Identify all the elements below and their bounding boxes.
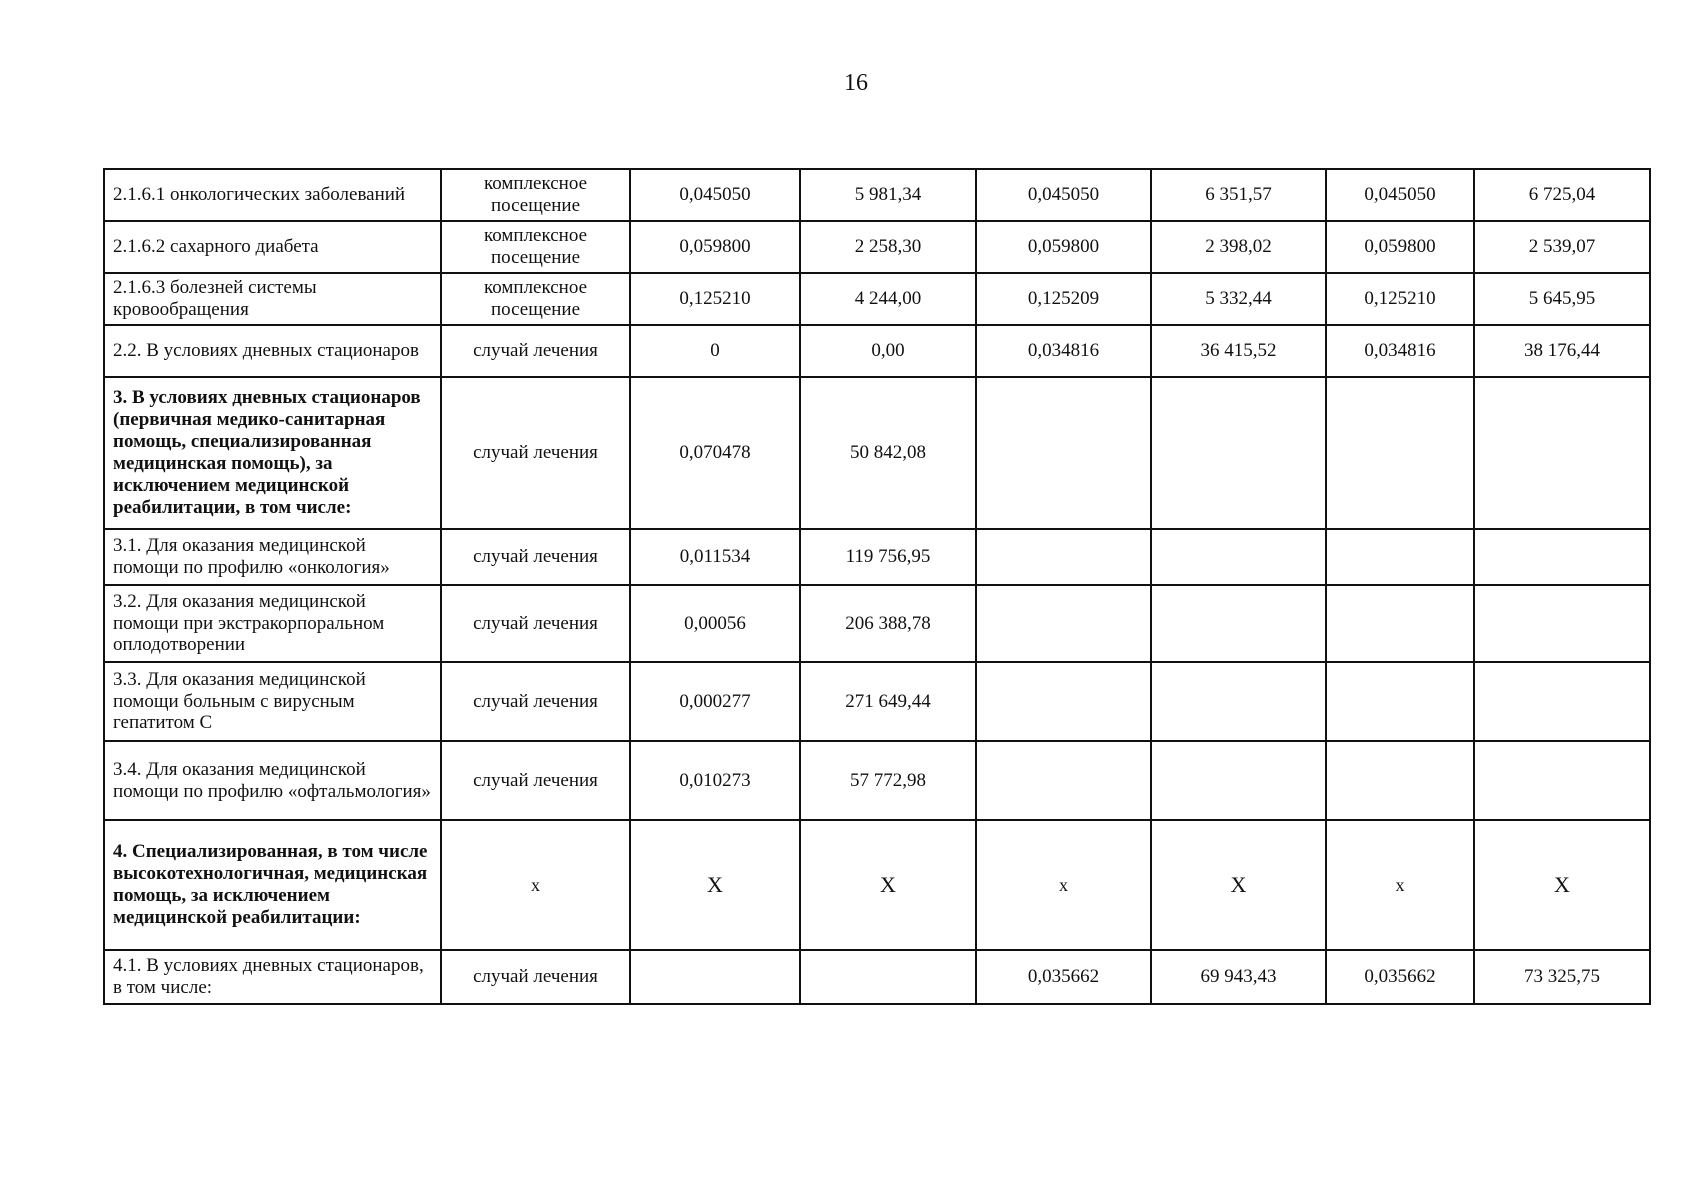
cell-value xyxy=(976,585,1151,662)
cell-value: 0,034816 xyxy=(976,325,1151,377)
table-row xyxy=(104,741,1650,820)
cell-value: х xyxy=(1326,820,1474,950)
row-unit: комплексное посещение xyxy=(441,169,630,221)
page-number: 16 xyxy=(844,70,868,96)
cell-value: 6 725,04 xyxy=(1474,169,1650,221)
cell-value xyxy=(1474,662,1650,741)
cell-value: 0,125210 xyxy=(1326,273,1474,325)
row-name: 4.1. В условиях дневных стационаров, в том числе: xyxy=(104,950,441,1004)
cell-value xyxy=(1326,662,1474,741)
cell-value: 36 415,52 xyxy=(1151,325,1326,377)
cell-value: 2 398,02 xyxy=(1151,221,1326,273)
cell-value: 2 539,07 xyxy=(1474,221,1650,273)
cell-value: 0,070478 xyxy=(630,377,800,529)
row-unit: случай лечения xyxy=(441,325,630,377)
row-name: 3.3. Для оказания медицинской помощи больным с вирусным гепатитом С xyxy=(104,662,441,741)
cell-value: 6 351,57 xyxy=(1151,169,1326,221)
cell-value: 5 332,44 xyxy=(1151,273,1326,325)
cell-value: 57 772,98 xyxy=(800,741,976,820)
cell-value xyxy=(976,377,1151,529)
row-unit: случай лечения xyxy=(441,529,630,585)
cell-value: Х xyxy=(800,820,976,950)
cell-value: 0,000277 xyxy=(630,662,800,741)
cell-value xyxy=(1151,529,1326,585)
cell-value: 119 756,95 xyxy=(800,529,976,585)
cell-value xyxy=(1474,377,1650,529)
row-name: 4. Специализированная, в том числе высокотехнологичная, медицинская помощь, за исключением медицинской реабилитации: xyxy=(104,820,441,950)
cell-value: 38 176,44 xyxy=(1474,325,1650,377)
row-name: 2.1.6.1 онкологических заболеваний xyxy=(104,169,441,221)
row-name: 3.2. Для оказания медицинской помощи при экстракорпоральном оплодотворении xyxy=(104,585,441,662)
cell-value: 0,045050 xyxy=(630,169,800,221)
cell-value: Х xyxy=(1151,820,1326,950)
cell-value: 5 981,34 xyxy=(800,169,976,221)
cell-value: 0,010273 xyxy=(630,741,800,820)
row-name: 3.4. Для оказания медицинской помощи по профилю «офтальмология» xyxy=(104,741,441,820)
cell-value xyxy=(800,950,976,1004)
cell-value: 0,125209 xyxy=(976,273,1151,325)
cell-value: 0,035662 xyxy=(1326,950,1474,1004)
cell-value xyxy=(1151,662,1326,741)
table-row xyxy=(104,662,1650,741)
cell-value: 0 xyxy=(630,325,800,377)
row-unit: случай лечения xyxy=(441,585,630,662)
cell-value: Х xyxy=(630,820,800,950)
row-unit: случай лечения xyxy=(441,662,630,741)
cell-value: 206 388,78 xyxy=(800,585,976,662)
cell-value: 4 244,00 xyxy=(800,273,976,325)
row-unit: комплексное посещение xyxy=(441,273,630,325)
cell-value xyxy=(1326,377,1474,529)
cell-value: 0,00056 xyxy=(630,585,800,662)
cell-value: 0,00 xyxy=(800,325,976,377)
cell-value xyxy=(976,529,1151,585)
row-name: 2.1.6.3 болезней системы кровообращения xyxy=(104,273,441,325)
table-row xyxy=(104,169,1650,221)
cell-value xyxy=(1474,585,1650,662)
row-unit: х xyxy=(441,820,630,950)
row-name: 2.2. В условиях дневных стационаров xyxy=(104,325,441,377)
cell-value: 0,045050 xyxy=(976,169,1151,221)
table-row xyxy=(104,221,1650,273)
table-row xyxy=(104,325,1650,377)
cell-value: 0,059800 xyxy=(976,221,1151,273)
row-unit: случай лечения xyxy=(441,741,630,820)
cell-value xyxy=(1474,529,1650,585)
cell-value xyxy=(1151,585,1326,662)
cell-value: 0,011534 xyxy=(630,529,800,585)
table-row xyxy=(104,585,1650,662)
cell-value: Х xyxy=(1474,820,1650,950)
row-unit: случай лечения xyxy=(441,377,630,529)
cell-value: 0,059800 xyxy=(1326,221,1474,273)
cell-value xyxy=(1151,377,1326,529)
cell-value xyxy=(1326,585,1474,662)
cell-value xyxy=(976,662,1151,741)
table-row xyxy=(104,377,1650,529)
row-unit: комплексное посещение xyxy=(441,221,630,273)
cell-value xyxy=(1474,741,1650,820)
cell-value: 0,045050 xyxy=(1326,169,1474,221)
cell-value xyxy=(1326,741,1474,820)
row-name: 2.1.6.2 сахарного диабета xyxy=(104,221,441,273)
cell-value: 73 325,75 xyxy=(1474,950,1650,1004)
cell-value xyxy=(1326,529,1474,585)
cell-value: х xyxy=(976,820,1151,950)
cell-value xyxy=(1151,741,1326,820)
cell-value: 0,059800 xyxy=(630,221,800,273)
table-row xyxy=(104,950,1650,1004)
cell-value: 0,125210 xyxy=(630,273,800,325)
table-row xyxy=(104,273,1650,325)
cell-value: 0,035662 xyxy=(976,950,1151,1004)
cell-value: 69 943,43 xyxy=(1151,950,1326,1004)
table-row xyxy=(104,529,1650,585)
row-unit: случай лечения xyxy=(441,950,630,1004)
row-name: 3.1. Для оказания медицинской помощи по профилю «онкология» xyxy=(104,529,441,585)
cell-value: 50 842,08 xyxy=(800,377,976,529)
cell-value: 2 258,30 xyxy=(800,221,976,273)
cell-value xyxy=(976,741,1151,820)
table-row xyxy=(104,820,1650,950)
cell-value: 5 645,95 xyxy=(1474,273,1650,325)
cell-value: 271 649,44 xyxy=(800,662,976,741)
row-name: 3. В условиях дневных стационаров (первичная медико-санитарная помощь, специализированная медицинская помощь), за исключением медицинской реабилитации, в том числе: xyxy=(104,377,441,529)
data-table xyxy=(103,168,1651,1005)
cell-value: 0,034816 xyxy=(1326,325,1474,377)
cell-value xyxy=(630,950,800,1004)
